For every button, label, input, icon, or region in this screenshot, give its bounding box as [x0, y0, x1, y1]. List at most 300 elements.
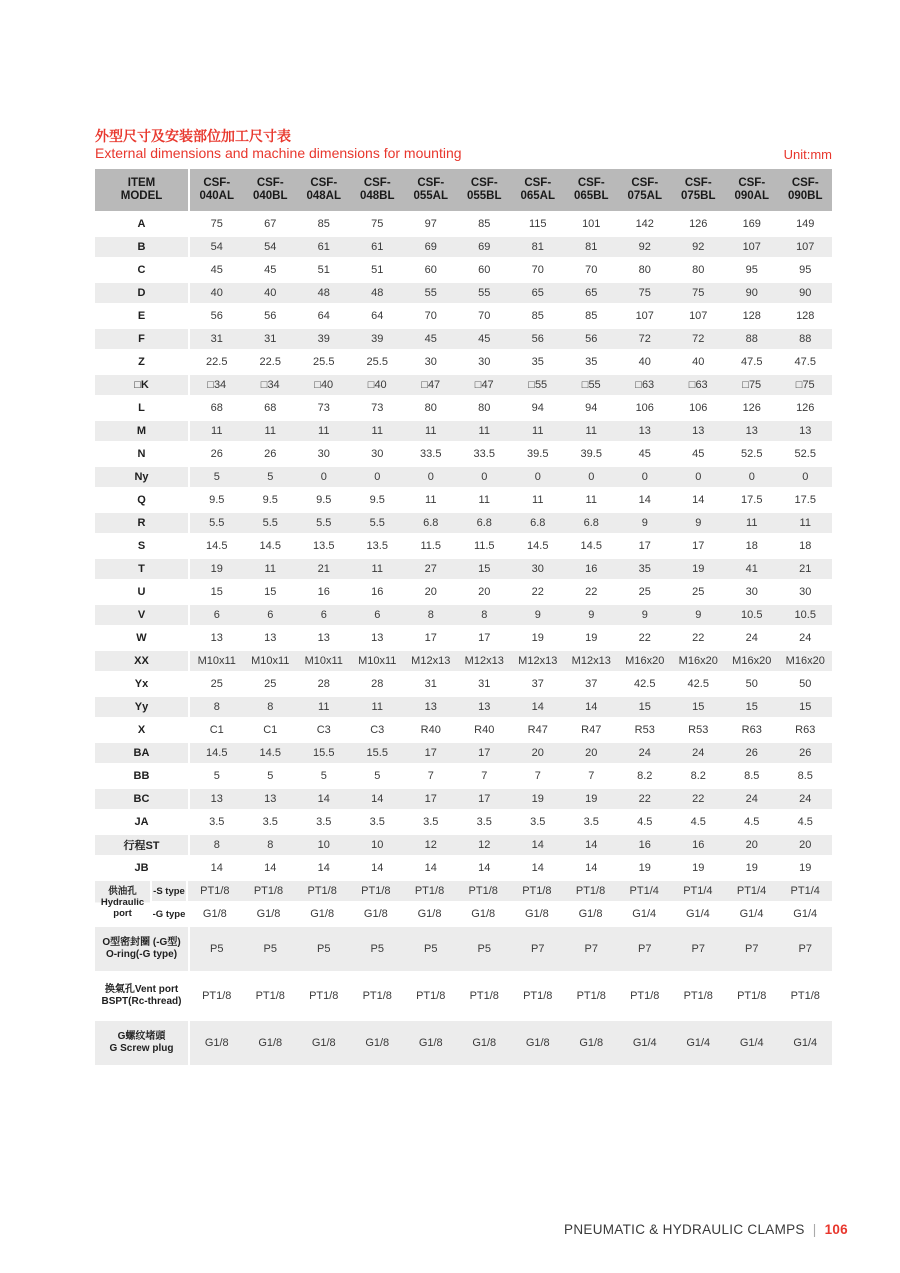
- cell-value: 45: [692, 448, 705, 460]
- cell-value: 17: [424, 632, 437, 644]
- cell-value: 25.5: [366, 356, 388, 368]
- cell-value: 16: [692, 839, 705, 851]
- cell-value: 126: [796, 402, 815, 414]
- cell-value: 14: [585, 701, 598, 713]
- cell-value: 5.5: [369, 517, 385, 529]
- column-header-csf-040al: [190, 169, 244, 211]
- cell-value: 97: [424, 218, 437, 230]
- cell-value: P7: [531, 943, 545, 955]
- cell-value: P5: [317, 943, 331, 955]
- cell-value: 39.5: [527, 448, 549, 460]
- cell-value: 19: [210, 563, 223, 575]
- special-row-label-line2: BSPT(Rc-thread): [101, 996, 182, 1007]
- model-suffix: 065AL: [520, 190, 556, 202]
- cell-value: 0: [748, 471, 755, 483]
- cell-value: R40: [420, 724, 441, 736]
- cell-value: PT1/4: [790, 885, 820, 897]
- cell-value: 7: [534, 770, 541, 782]
- cell-value: 11: [532, 425, 544, 437]
- cell-value: 6.8: [476, 517, 492, 529]
- row-label: F: [95, 329, 190, 349]
- cell-value: 30: [424, 356, 437, 368]
- cell-value: 9.5: [209, 494, 225, 506]
- table-row-L: [95, 398, 832, 418]
- cell-value: 11.5: [420, 540, 442, 552]
- cell-value: 40: [692, 356, 705, 368]
- model-suffix: 048BL: [359, 190, 395, 202]
- cell-value: 22: [638, 632, 651, 644]
- cell-value: PT1/8: [361, 885, 391, 897]
- cell-value: C1: [209, 724, 224, 736]
- row-label: D: [95, 283, 190, 303]
- cell-value: 72: [692, 333, 705, 345]
- table-row-Ny: [95, 467, 832, 487]
- cell-value: 15: [478, 563, 491, 575]
- cell-value: G1/4: [685, 908, 710, 920]
- cell-value: □34: [207, 379, 227, 391]
- cell-value: 10.5: [794, 609, 816, 621]
- cell-value: 69: [478, 241, 491, 253]
- cell-value: 27: [424, 563, 437, 575]
- row-label: Yx: [95, 674, 190, 694]
- cell-value: G1/8: [524, 908, 549, 920]
- model-header-label: MODEL: [120, 190, 163, 202]
- cell-value: G1/4: [739, 1037, 764, 1049]
- cell-value: 35: [585, 356, 598, 368]
- cell-value: 61: [317, 241, 330, 253]
- model-prefix: CSF-: [738, 177, 766, 189]
- cell-value: 9: [588, 609, 595, 621]
- cell-value: G1/8: [202, 908, 227, 920]
- cell-value: 19: [692, 862, 705, 874]
- special-row-label-line1: G螺纹堵頭: [117, 1031, 166, 1042]
- cell-value: 11: [264, 425, 276, 437]
- cell-value: 39: [317, 333, 330, 345]
- cell-value: 21: [799, 563, 812, 575]
- page-title-chinese: 外型尺寸及安装部位加工尺寸表: [95, 128, 291, 144]
- cell-value: 56: [585, 333, 598, 345]
- row-label: E: [95, 306, 190, 326]
- cell-value: 60: [424, 264, 437, 276]
- column-header-csf-090al: [725, 169, 779, 211]
- cell-value: PT1/8: [200, 885, 230, 897]
- cell-value: 68: [210, 402, 223, 414]
- model-suffix: 075BL: [680, 190, 716, 202]
- row-label: Yy: [95, 697, 190, 717]
- cell-value: 75: [638, 287, 651, 299]
- cell-value: 45: [264, 264, 277, 276]
- cell-value: 42.5: [634, 678, 656, 690]
- cell-value: 13: [799, 425, 812, 437]
- cell-value: PT1/8: [522, 885, 552, 897]
- cell-value: R63: [741, 724, 762, 736]
- cell-value: G1/4: [632, 1037, 657, 1049]
- row-label: BA: [95, 743, 190, 763]
- cell-value: 14: [424, 862, 437, 874]
- cell-value: 51: [371, 264, 384, 276]
- cell-value: G1/8: [204, 1037, 229, 1049]
- cell-value: PT1/8: [790, 990, 820, 1002]
- cell-value: M16x20: [785, 655, 825, 667]
- cell-value: 8: [213, 701, 220, 713]
- cell-value: 106: [689, 402, 708, 414]
- cell-value: 6.8: [583, 517, 599, 529]
- cell-value: □47: [474, 379, 494, 391]
- footer-page-number: 106: [824, 1222, 848, 1237]
- model-prefix: CSF-: [256, 177, 284, 189]
- cell-value: G1/4: [739, 908, 764, 920]
- cell-value: 30: [371, 448, 384, 460]
- cell-value: 6.8: [530, 517, 546, 529]
- cell-value: 55: [424, 287, 437, 299]
- cell-value: 33.5: [473, 448, 495, 460]
- cell-value: 11: [318, 701, 330, 713]
- cell-value: 56: [264, 310, 277, 322]
- cell-value: 8.2: [690, 770, 706, 782]
- cell-value: 14: [638, 494, 651, 506]
- cell-value: 13: [264, 632, 277, 644]
- cell-value: G1/8: [418, 1037, 443, 1049]
- table-row-W: [95, 628, 832, 648]
- special-row-label-line1: 换氣孔Vent port: [104, 984, 179, 995]
- cell-value: 26: [210, 448, 223, 460]
- cell-value: 11: [318, 425, 330, 437]
- cell-value: 9.5: [369, 494, 385, 506]
- unit-label: Unit:mm: [783, 147, 832, 162]
- cell-value: 0: [588, 471, 595, 483]
- row-label: S: [95, 536, 190, 556]
- model-suffix: 065BL: [573, 190, 609, 202]
- cell-value: 15: [745, 701, 758, 713]
- table-row-Q: [95, 490, 832, 510]
- cell-value: 40: [210, 287, 223, 299]
- cell-value: □75: [742, 379, 762, 391]
- cell-value: 14: [585, 862, 598, 874]
- cell-value: 80: [692, 264, 705, 276]
- cell-value: 14: [531, 701, 544, 713]
- row-label: N: [95, 444, 190, 464]
- cell-value: 0: [320, 471, 327, 483]
- cell-value: 3.5: [262, 816, 278, 828]
- cell-value: 11.5: [473, 540, 495, 552]
- cell-value: 26: [264, 448, 277, 460]
- cell-value: 9: [641, 517, 648, 529]
- cell-value: 11: [371, 425, 383, 437]
- cell-value: 37: [531, 678, 544, 690]
- special-row-label-line2: G Screw plug: [109, 1043, 174, 1054]
- cell-value: 6: [320, 609, 327, 621]
- row-label: 行程ST: [95, 835, 190, 855]
- table-row-BA: [95, 743, 832, 763]
- cell-value: 16: [371, 586, 384, 598]
- table-row-B: [95, 237, 832, 257]
- cell-value: 25: [210, 678, 223, 690]
- model-suffix: 090AL: [734, 190, 770, 202]
- model-suffix: 055BL: [466, 190, 502, 202]
- cell-value: PT1/8: [255, 990, 285, 1002]
- special-row: [95, 974, 832, 1018]
- cell-value: G1/8: [417, 908, 442, 920]
- cell-value: 22: [531, 586, 544, 598]
- row-label: B: [95, 237, 190, 257]
- item-header-label: ITEM: [127, 177, 156, 189]
- cell-value: 16: [585, 563, 598, 575]
- cell-value: 31: [478, 678, 491, 690]
- model-prefix: CSF-: [524, 177, 552, 189]
- cell-value: PT1/8: [469, 990, 499, 1002]
- cell-value: 11: [746, 517, 758, 529]
- cell-value: 9: [641, 609, 648, 621]
- cell-value: 24: [692, 747, 705, 759]
- cell-value: PT1/8: [202, 990, 232, 1002]
- cell-value: 39: [371, 333, 384, 345]
- cell-value: 24: [745, 632, 758, 644]
- cell-value: 10: [371, 839, 384, 851]
- row-label: JA: [95, 812, 190, 832]
- cell-value: 31: [210, 333, 223, 345]
- cell-value: G1/8: [311, 1037, 336, 1049]
- column-header-csf-040bl: [244, 169, 298, 211]
- cell-value: 72: [638, 333, 651, 345]
- cell-value: 142: [635, 218, 654, 230]
- model-prefix: CSF-: [470, 177, 498, 189]
- cell-value: 54: [210, 241, 223, 253]
- cell-value: 11: [585, 425, 597, 437]
- cell-value: R53: [634, 724, 655, 736]
- cell-value: 13.5: [313, 540, 335, 552]
- cell-value: 5: [213, 770, 220, 782]
- cell-value: 13: [317, 632, 330, 644]
- model-suffix: 090BL: [787, 190, 823, 202]
- cell-value: 3.5: [209, 816, 225, 828]
- cell-value: 14: [317, 793, 330, 805]
- cell-value: 90: [799, 287, 812, 299]
- cell-value: 5.5: [316, 517, 332, 529]
- hydraulic-port-label-zh: 供油孔: [108, 886, 137, 897]
- column-header-csf-048bl: [351, 169, 405, 211]
- cell-value: 115: [528, 218, 547, 230]
- special-row-label: [95, 974, 190, 1018]
- cell-value: 10: [317, 839, 330, 851]
- table-row-V: [95, 605, 832, 625]
- cell-value: 25: [692, 586, 705, 598]
- cell-value: 24: [799, 632, 812, 644]
- special-row: [95, 1021, 832, 1065]
- cell-value: 55: [478, 287, 491, 299]
- cell-value: 14: [531, 839, 544, 851]
- cell-value: G1/8: [472, 1037, 497, 1049]
- cell-value: 13: [371, 632, 384, 644]
- cell-value: 14.5: [580, 540, 602, 552]
- cell-value: C3: [316, 724, 331, 736]
- table-row-Yx: [95, 674, 832, 694]
- cell-value: 17: [478, 793, 491, 805]
- cell-value: 75: [210, 218, 223, 230]
- cell-value: 26: [745, 747, 758, 759]
- cell-value: 8: [267, 839, 274, 851]
- cell-value: 22.5: [206, 356, 228, 368]
- cell-value: 0: [695, 471, 702, 483]
- model-prefix: CSF-: [631, 177, 659, 189]
- cell-value: 14: [264, 862, 277, 874]
- model-prefix: CSF-: [577, 177, 605, 189]
- cell-value: 17: [638, 540, 651, 552]
- cell-value: M16x20: [625, 655, 665, 667]
- table-row-S: [95, 536, 832, 556]
- cell-value: □75: [795, 379, 815, 391]
- cell-value: 7: [481, 770, 488, 782]
- cell-value: 28: [317, 678, 330, 690]
- column-header-csf-065bl: [565, 169, 619, 211]
- cell-value: □34: [260, 379, 280, 391]
- cell-value: PT1/4: [736, 885, 767, 897]
- cell-value: 5: [267, 471, 274, 483]
- cell-value: 85: [585, 310, 598, 322]
- cell-value: 20: [531, 747, 544, 759]
- cell-value: 15.5: [366, 747, 388, 759]
- cell-value: 24: [799, 793, 812, 805]
- cell-value: 17: [424, 793, 437, 805]
- cell-value: 13: [264, 793, 277, 805]
- column-header-csf-090bl: [779, 169, 833, 211]
- cell-value: 45: [210, 264, 223, 276]
- cell-value: 19: [638, 862, 651, 874]
- cell-value: 6.8: [423, 517, 439, 529]
- cell-value: 22: [692, 632, 705, 644]
- cell-value: 17: [692, 540, 705, 552]
- table-body: [95, 214, 832, 878]
- cell-value: 68: [264, 402, 277, 414]
- cell-value: 126: [742, 402, 761, 414]
- cell-value: 15: [692, 701, 705, 713]
- cell-value: 64: [371, 310, 384, 322]
- cell-value: 50: [745, 678, 758, 690]
- cell-value: 17: [424, 747, 437, 759]
- cell-value: 65: [585, 287, 598, 299]
- cell-value: P5: [210, 943, 224, 955]
- cell-value: 75: [371, 218, 384, 230]
- model-suffix: 075AL: [627, 190, 663, 202]
- cell-value: 80: [478, 402, 491, 414]
- cell-value: 101: [582, 218, 601, 230]
- cell-value: 22: [638, 793, 651, 805]
- cell-value: 20: [745, 839, 758, 851]
- row-label: W: [95, 628, 190, 648]
- cell-value: 7: [588, 770, 595, 782]
- cell-value: 5: [213, 471, 220, 483]
- cell-value: 7: [427, 770, 434, 782]
- cell-value: 95: [745, 264, 758, 276]
- cell-value: 48: [317, 287, 330, 299]
- column-header-csf-048al: [297, 169, 351, 211]
- cell-value: 61: [371, 241, 384, 253]
- cell-value: 14.5: [206, 747, 228, 759]
- cell-value: 8: [267, 701, 274, 713]
- cell-value: PT1/8: [307, 885, 337, 897]
- table-row-Z: [95, 352, 832, 372]
- cell-value: 9.5: [316, 494, 332, 506]
- cell-value: G1/8: [310, 908, 335, 920]
- cell-value: 11: [211, 425, 223, 437]
- row-label: X: [95, 720, 190, 740]
- cell-value: 0: [534, 471, 541, 483]
- hydraulic-subrow: [152, 881, 832, 901]
- cell-value: 85: [531, 310, 544, 322]
- table-row-T: [95, 559, 832, 579]
- table-row-A: [95, 214, 832, 234]
- item-model-header: [95, 169, 190, 211]
- column-header-csf-075bl: [672, 169, 726, 211]
- cell-value: 4.5: [744, 816, 760, 828]
- cell-value: 35: [638, 563, 651, 575]
- cell-value: 13.5: [366, 540, 388, 552]
- cell-value: 30: [799, 586, 812, 598]
- cell-value: PT1/4: [683, 885, 713, 897]
- cell-value: 3.5: [369, 816, 385, 828]
- cell-value: 4.5: [797, 816, 813, 828]
- footer-separator: |: [812, 1222, 817, 1237]
- cell-value: 22.5: [259, 356, 281, 368]
- cell-value: 3.5: [476, 816, 492, 828]
- cell-value: PT1/8: [576, 990, 606, 1002]
- cell-value: PT1/8: [737, 990, 767, 1002]
- cell-value: 13: [692, 425, 705, 437]
- cell-value: 81: [585, 241, 598, 253]
- cell-value: 14.5: [206, 540, 228, 552]
- cell-value: 30: [478, 356, 491, 368]
- row-label: □K: [95, 375, 190, 395]
- cell-value: 14.5: [527, 540, 549, 552]
- cell-value: 4.5: [637, 816, 653, 828]
- hydraulic-port-section: [95, 881, 832, 924]
- cell-value: 88: [745, 333, 758, 345]
- cell-value: P7: [798, 943, 812, 955]
- cell-value: 40: [264, 287, 277, 299]
- cell-value: □47: [421, 379, 441, 391]
- cell-value: 26: [799, 747, 812, 759]
- cell-value: 11: [478, 425, 490, 437]
- cell-value: 128: [796, 310, 815, 322]
- cell-value: 70: [585, 264, 598, 276]
- cell-value: 107: [796, 241, 815, 253]
- cell-value: 0: [427, 471, 434, 483]
- cell-value: 14: [371, 793, 384, 805]
- cell-value: P7: [584, 943, 598, 955]
- row-label: C: [95, 260, 190, 280]
- table-row-行程ST: [95, 835, 832, 855]
- cell-value: G1/4: [793, 908, 818, 920]
- cell-value: 70: [424, 310, 437, 322]
- cell-value: 17: [478, 747, 491, 759]
- cell-value: PT1/8: [523, 990, 553, 1002]
- subtitle-row: [95, 145, 832, 162]
- row-label: T: [95, 559, 190, 579]
- cell-value: 19: [531, 793, 544, 805]
- page-footer: [564, 1222, 848, 1237]
- hydraulic-port-rows: [152, 881, 832, 924]
- cell-value: P5: [424, 943, 438, 955]
- cell-value: 19: [745, 862, 758, 874]
- cell-value: 0: [802, 471, 809, 483]
- cell-value: 19: [692, 563, 705, 575]
- cell-value: M10x11: [197, 655, 236, 667]
- cell-value: 3.5: [316, 816, 332, 828]
- cell-value: 73: [317, 402, 330, 414]
- cell-value: 94: [531, 402, 544, 414]
- cell-value: M12x13: [411, 655, 451, 667]
- cell-value: 107: [742, 241, 761, 253]
- cell-value: G1/4: [793, 1037, 818, 1049]
